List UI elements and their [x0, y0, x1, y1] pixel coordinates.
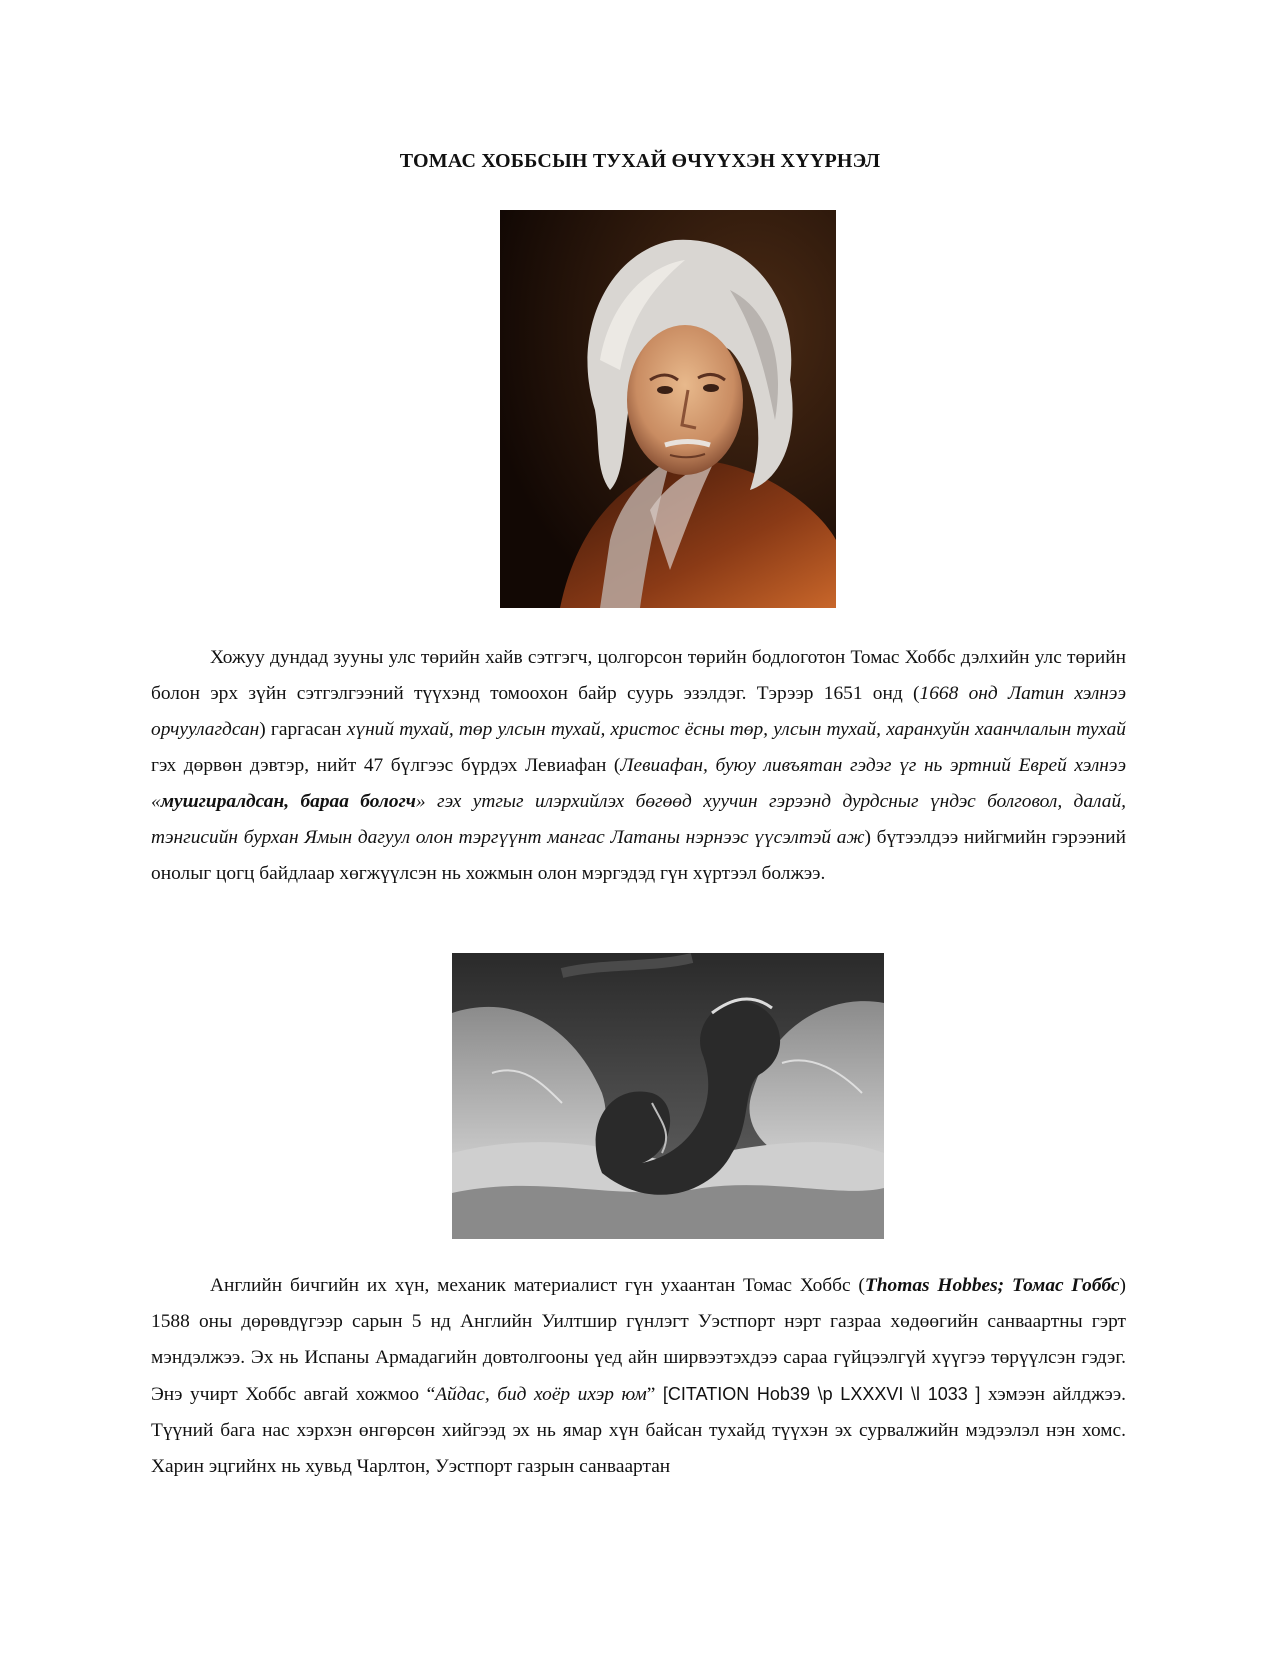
intro-paragraph — [151, 640, 1126, 892]
leviathan-meaning: мушгиралдсан, бараа бологч — [160, 791, 416, 812]
portrait-image — [500, 210, 836, 608]
book-titles: хүний тухай, төр улсын тухай, христос ёсны төр, улсын тухай, харанхуйн хаанчлалын тухай — [346, 719, 1127, 740]
paragraph-text: гэх дөрвөн дэвтэр, нийт 47 бүлгээс бүрдэх Левиафан ( — [151, 755, 621, 776]
leviathan-note: Левиафан, буюу ливъятан гэдэг үг нь эртний Еврей хэлнээ « — [151, 755, 1127, 812]
paragraph-text: ) 1588 оны дөрөвдүгээр сарын 5 нд Английн Уилтшир гүнлэгт Уэстпорт нэрт газраа хөдөөгийн санваартны гэрт мэндэлжээ. Эх нь Испаны Армадагийн довтолгооны үед айн ширвээтэхдээ сараа гүйцээлгүй хүүгээ төрүүлсэн гэдэг. Энэ учирт Хоббс авгай хожмоо “ — [151, 1275, 1126, 1405]
paragraph-text: хэмээн айлджээ. Түүний бага нас хэрхэн өнгөрсөн хийгээд эх нь ямар хүн байсан тухайд түүхэн эх сурвалжийн мэдээлэл нэн хомс. Харин эцгийнх нь хувьд Чарлтон, Уэстпорт газрын санваартан — [151, 1384, 1126, 1477]
leviathan-engraving-image — [452, 953, 884, 1239]
paragraph-text: ” — [646, 1384, 663, 1405]
name-variants: Thomas Hobbes; Томас Гоббс — [864, 1275, 1120, 1296]
italic-text: 1668 онд Латин хэлнээ орчуулагдсан — [151, 683, 1126, 740]
paragraph-text: ) бүтээлдээ нийгмийн гэрээний онолыг цогц байдлаар хөгжүүлсэн нь хожмын олон мэргэдэд гүн хүртээл болжээ. — [151, 827, 1126, 884]
document-title: ТОМАС ХОББСЫН ТУХАЙ ӨЧҮҮХЭН ХҮҮРНЭЛ — [399, 150, 881, 172]
portrait-painting-icon — [500, 210, 836, 608]
paragraph-text: ) гаргасан — [259, 719, 347, 740]
paragraph-text: Хожуу дундад зууны улс төрийн хайв сэтгэгч, цолгорсон төрийн бодлоготон Томас Хоббс дэлхийн улс төрийн болон эрх зүйн сэтгэлгээний түүхэнд томоохон байр суурь эзэлдэг. Тэрээр 1651 онд ( — [151, 647, 1126, 704]
citation-field: [CITATION Hob39 \p LXXXVI \l 1033 ] — [662, 1384, 981, 1404]
quote-text: Айдас, бид хоёр ихэр юм — [435, 1384, 647, 1405]
biography-paragraph — [151, 1268, 1126, 1503]
leviathan-note-cont: » гэх утгыг илэрхийлэх бөгөөд хуучин гэрээнд дурдсныг үндэс болговол, далай, тэнгисийн бурхан Ямын дагуул олон тэргүүнт мангас Латаны нэрнээс үүсэлтэй аж — [151, 791, 1126, 848]
paragraph-text: Английн бичгийн их хүн, механик материалист гүн ухаантан Томас Хоббс ( — [210, 1275, 865, 1296]
leviathan-engraving-icon — [452, 953, 884, 1239]
